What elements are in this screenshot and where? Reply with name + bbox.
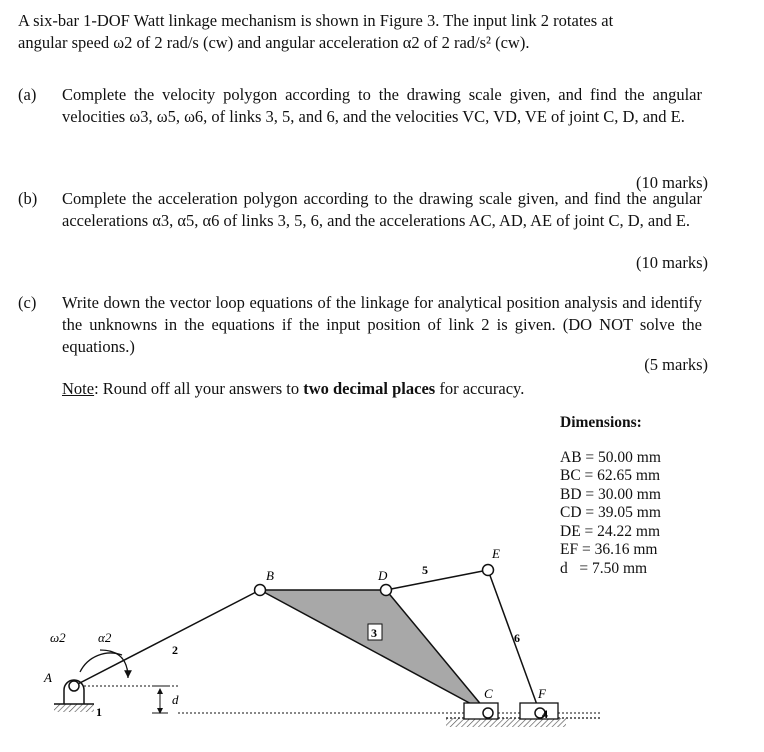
dim-bc: BC = 62.65 mm (560, 467, 661, 484)
joint-d (381, 585, 392, 596)
label-f: F (538, 686, 546, 701)
label-e: E (492, 546, 500, 561)
link-1-number: 1 (96, 705, 102, 719)
part-b-marks: (10 marks) (636, 253, 708, 272)
joint-b (255, 585, 266, 596)
part-c-marks: (5 marks) (644, 355, 708, 374)
label-b: B (266, 568, 274, 583)
joint-a (69, 681, 79, 691)
part-a-label: (a) (18, 85, 37, 104)
link-5 (386, 570, 488, 590)
note-label: Note (62, 379, 95, 398)
dim-ef: EF = 36.16 mm (560, 541, 658, 558)
note-text-after: for accuracy. (435, 379, 525, 398)
omega-arc (80, 653, 122, 672)
note-text-before: : Round off all your answers to (94, 379, 304, 398)
joint-e (483, 565, 494, 576)
dimensions-heading: Dimensions: (560, 414, 642, 431)
intro-line-1: A six-bar 1-DOF Watt linkage mechanism is shown in Figure 3. The input link 2 rotates at (18, 11, 614, 30)
dim-bd: BD = 30.00 mm (560, 485, 661, 503)
omega-2-label: ω2 (50, 630, 66, 645)
label-c: C (484, 686, 493, 701)
link-3-triangle (260, 590, 488, 713)
dim-de: DE = 24.22 mm (560, 522, 661, 540)
part-a-marks: (10 marks) (636, 173, 708, 192)
link-6-number: 6 (514, 631, 520, 645)
alpha-2-label: α2 (98, 630, 112, 645)
part-c-text: Write down the vector loop equations of the linkage for analytical position analysis and identify the unknowns in the equations if the input position of link 2 is given. (DO NOT solve the equations.) (62, 293, 702, 356)
ground-hatch-a (54, 704, 94, 712)
dim-d: d = 7.50 mm (560, 559, 648, 577)
link-5-number: 5 (422, 563, 428, 577)
problem-intro (18, 10, 718, 54)
intro-line-2: angular speed ω2 of 2 rad/s (cw) and angular acceleration α2 of 2 rad/s² (cw). (18, 33, 530, 52)
link-2-number: 2 (172, 643, 178, 657)
part-c-label: (c) (18, 293, 37, 312)
linkage-figure (0, 440, 764, 752)
link-4-number: 4 (542, 707, 548, 721)
joint-c (483, 708, 493, 718)
note (62, 378, 524, 400)
d-label: d (172, 692, 179, 707)
part-a-text: Complete the velocity polygon according to the drawing scale given, and find the angular velocities ω3, ω5, ω6, of links 3, 5, and 6, and the velocities VC, VD, VE of joint C, D, and E. (62, 85, 702, 126)
part-c (18, 292, 708, 382)
part-b-label: (b) (18, 189, 38, 208)
part-b-text: Complete the acceleration polygon according to the drawing scale given, and find the angular accelerations α3, α5, α6 of links 3, 5, 6, and the accelerations AC, AD, AE of joint C, D, and E. (62, 189, 702, 230)
dim-ab: AB = 50.00 mm (560, 448, 661, 466)
label-d: D (378, 568, 388, 583)
part-b (18, 188, 708, 298)
link-3-number: 3 (371, 626, 377, 640)
dim-cd: CD = 39.05 mm (560, 504, 661, 521)
label-a: A (44, 670, 52, 685)
part-a (18, 84, 708, 194)
note-bold: two decimal places (303, 379, 436, 398)
